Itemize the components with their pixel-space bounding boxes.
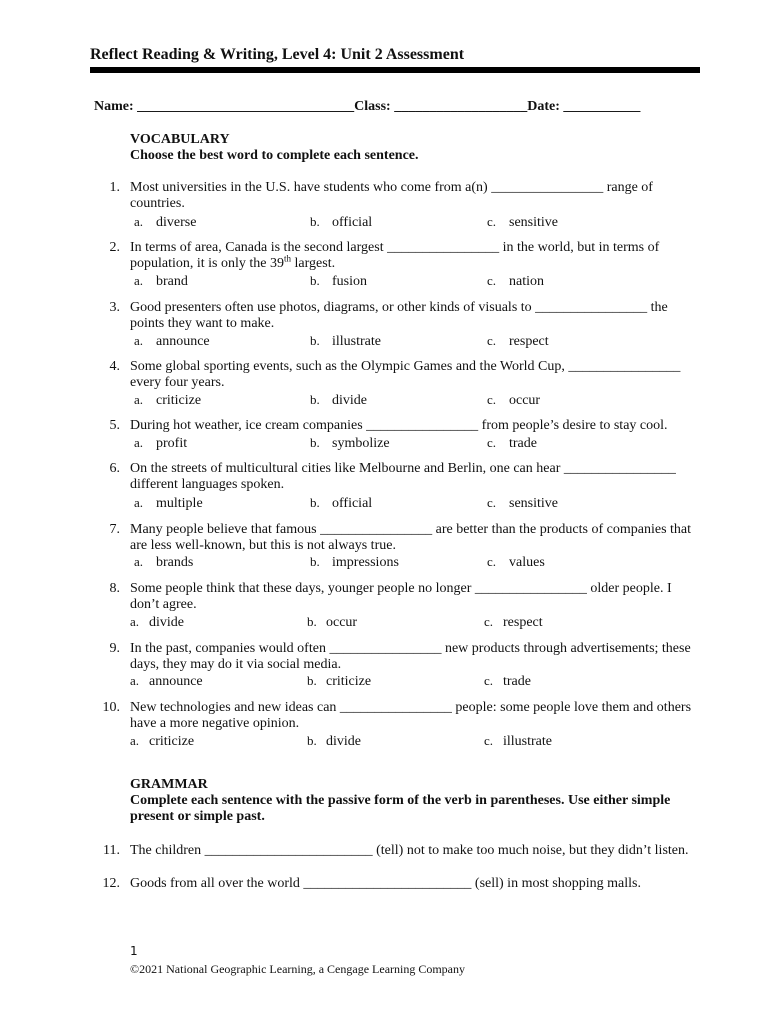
option-a[interactable]: a. criticize [130, 733, 195, 749]
option-b[interactable]: b. divide [310, 392, 367, 408]
option-c[interactable]: c. illustrate [484, 733, 552, 749]
copyright-notice: ©2021 National Geographic Learning, a Cengage Learning Company [130, 962, 466, 976]
answer-options [130, 214, 700, 230]
question-stem: The children ________________________ (tell) not to make too much noise, but they didn’t listen. [130, 843, 689, 858]
option-c[interactable]: c. nation [487, 273, 544, 289]
answer-options [130, 673, 700, 689]
question-stem: New technologies and new ideas can ________________ people: some people love them and others have a more negative opinion. [130, 700, 692, 731]
answer-options [130, 435, 700, 451]
option-b[interactable]: b. impressions [310, 554, 399, 570]
answer-options [130, 614, 700, 630]
option-c[interactable]: c. sensitive [487, 495, 558, 511]
option-c[interactable]: c. occur [487, 392, 541, 408]
option-a[interactable]: a. profit [134, 435, 188, 451]
option-b[interactable]: b. fusion [310, 273, 367, 289]
grammar-heading: GRAMMAR [130, 777, 208, 792]
question-stem: Most universities in the U.S. have students who come from a(n) ________________ range of countries. [130, 180, 653, 211]
option-c[interactable]: c. values [487, 554, 545, 570]
grammar-instruction: Complete each sentence with the passive form of the verb in parentheses. Use either simple present or simple past. [130, 793, 671, 824]
question-stem: In the past, companies would often ________________ new products through advertisements; these days, they may do it via social media. [130, 641, 691, 672]
option-b[interactable]: b. official [310, 495, 373, 511]
answer-options [130, 392, 700, 408]
question-stem: During hot weather, ice cream companies ________________ from people’s desire to stay cool. [130, 418, 668, 433]
question-stem: Some global sporting events, such as the Olympic Games and the World Cup, ________________ every four years. [130, 359, 681, 390]
question-number: 11. [103, 843, 120, 858]
option-c[interactable]: c. trade [484, 673, 531, 689]
option-a[interactable]: a. announce [130, 673, 203, 689]
question-number: 7. [109, 522, 120, 537]
option-b[interactable]: b. illustrate [310, 333, 381, 349]
question-number: 9. [109, 641, 120, 656]
option-a[interactable]: a. multiple [134, 495, 203, 511]
title-rule [90, 67, 700, 73]
page-number: 1 [130, 944, 138, 958]
vocabulary-heading: VOCABULARY [130, 132, 230, 147]
option-a[interactable]: a. brands [134, 554, 194, 570]
question-number: 12. [102, 876, 120, 891]
option-c[interactable]: c. respect [487, 333, 549, 349]
vocabulary-instruction: Choose the best word to complete each sentence. [130, 148, 419, 163]
option-b[interactable]: b. divide [307, 733, 361, 749]
question-stem: Many people believe that famous ________________ are better than the products of companies that are less well-known, but this is not always true. [130, 522, 692, 553]
question-number: 4. [109, 359, 120, 374]
answer-options [130, 733, 700, 749]
question-number: 8. [109, 581, 120, 596]
question-number: 10. [102, 700, 120, 715]
question-number: 3. [109, 300, 120, 315]
option-a[interactable]: a. divide [130, 614, 184, 630]
question-stem: On the streets of multicultural cities like Melbourne and Berlin, one can hear ________________ different languages spoken. [130, 461, 676, 492]
option-b[interactable]: b. occur [307, 614, 358, 630]
question-stem: In terms of area, Canada is the second largest ________________ in the world, but in terms of population, it is only the 39th largest. [130, 240, 660, 271]
question-number: 5. [109, 418, 120, 433]
question-stem: Good presenters often use photos, diagrams, or other kinds of visuals to ________________ the points they want to make. [130, 300, 668, 331]
question-number: 1. [109, 180, 120, 195]
option-a[interactable]: a. announce [134, 333, 210, 349]
question-number: 6. [109, 461, 120, 476]
answer-options [130, 273, 700, 289]
option-b[interactable]: b. symbolize [310, 435, 390, 451]
option-a[interactable]: a. criticize [134, 392, 202, 408]
answer-options [130, 333, 700, 349]
answer-options [130, 495, 700, 511]
document-title: Reflect Reading & Writing, Level 4: Unit 2 Assessment [90, 46, 465, 63]
option-b[interactable]: b. official [310, 214, 373, 230]
question-number: 2. [109, 240, 120, 255]
option-c[interactable]: c. respect [484, 614, 543, 630]
option-a[interactable]: a. brand [134, 273, 188, 289]
question-stem: Goods from all over the world ________________________ (sell) in most shopping malls. [130, 876, 641, 891]
option-c[interactable]: c. trade [487, 435, 537, 451]
option-c[interactable]: c. sensitive [487, 214, 558, 230]
answer-options [130, 554, 700, 570]
option-b[interactable]: b. criticize [307, 673, 372, 689]
student-info-line: Name: _______________________________Class: ___________________Date: ___________ [94, 99, 641, 114]
question-stem: Some people think that these days, younger people no longer ________________ older people. I don’t agree. [130, 581, 672, 612]
option-a[interactable]: a. diverse [134, 214, 197, 230]
